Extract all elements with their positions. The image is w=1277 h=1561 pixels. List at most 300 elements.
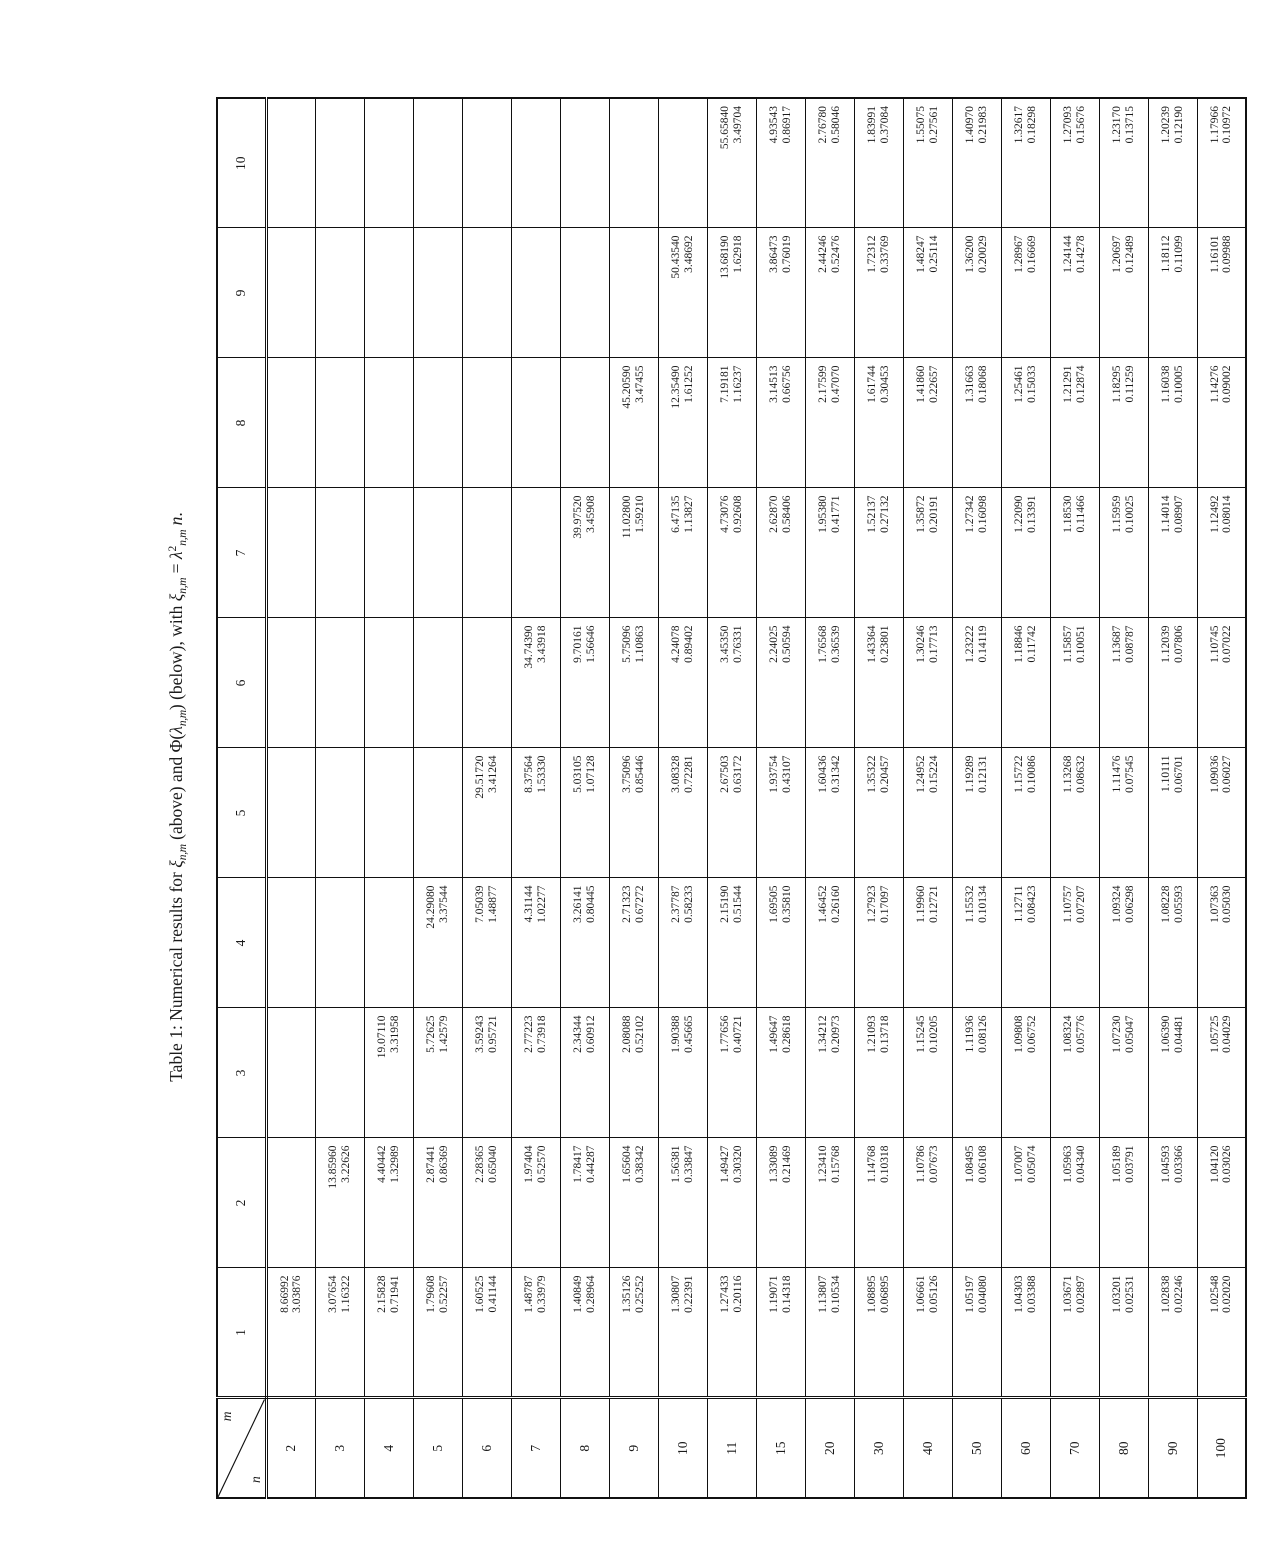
empty-cell xyxy=(315,98,364,228)
empty-cell xyxy=(266,228,315,358)
phi-value: 0.66756 xyxy=(780,365,793,403)
phi-value: 0.07806 xyxy=(1172,625,1185,663)
phi-value: 0.85446 xyxy=(633,755,646,793)
m-header-cell: 7 xyxy=(217,488,266,618)
phi-value: 0.18298 xyxy=(1025,106,1038,144)
xi-value: 1.40970 xyxy=(964,106,976,144)
xi-value: 1.27093 xyxy=(1062,106,1074,144)
phi-value: 0.67272 xyxy=(633,885,646,923)
empty-cell xyxy=(364,98,413,228)
xi-value: 2.28365 xyxy=(474,1145,486,1183)
xi-value: 1.05197 xyxy=(964,1275,976,1313)
xi-value: 1.14014 xyxy=(1160,495,1172,533)
data-cell xyxy=(511,1008,560,1138)
xi-value: 4.24078 xyxy=(670,625,682,663)
m-header-cell: 4 xyxy=(217,878,266,1008)
data-cell xyxy=(658,748,707,878)
data-cell xyxy=(903,1008,952,1138)
empty-cell xyxy=(462,358,511,488)
caption-segment: ξ xyxy=(166,593,186,602)
phi-value: 0.10025 xyxy=(1123,495,1136,533)
phi-value: 0.04340 xyxy=(1074,1145,1087,1183)
xi-value: 1.23410 xyxy=(817,1145,829,1183)
phi-value: 0.05030 xyxy=(1221,885,1234,923)
xi-value: 29.51720 xyxy=(474,755,486,799)
empty-cell xyxy=(413,228,462,358)
xi-value: 2.34344 xyxy=(572,1015,584,1053)
phi-value: 0.10318 xyxy=(878,1145,891,1183)
caption-segment: 2 xyxy=(167,545,179,552)
caption-segment: (above) and Φ( xyxy=(166,733,186,845)
xi-value: 1.60436 xyxy=(817,755,829,793)
phi-value: 0.08632 xyxy=(1074,755,1087,793)
empty-cell xyxy=(462,488,511,618)
xi-value: 1.32617 xyxy=(1013,106,1025,144)
data-cell xyxy=(707,878,756,1008)
xi-value: 1.16101 xyxy=(1208,235,1221,273)
phi-value: 0.63172 xyxy=(731,755,744,793)
corner-label-m: m xyxy=(219,1411,234,1422)
xi-value: 12.35490 xyxy=(670,365,682,409)
empty-cell xyxy=(413,358,462,488)
data-cell xyxy=(1148,748,1197,878)
empty-cell xyxy=(266,98,315,228)
data-cell xyxy=(805,1268,854,1398)
data-cell xyxy=(903,878,952,1008)
data-cell xyxy=(1197,748,1246,878)
data-cell xyxy=(1050,228,1099,358)
xi-value: 1.49427 xyxy=(719,1145,731,1183)
phi-value: 0.35810 xyxy=(780,885,793,923)
phi-value: 1.48877 xyxy=(486,885,499,923)
data-cell xyxy=(1050,878,1099,1008)
table-body xyxy=(266,98,1246,1498)
data-cell xyxy=(560,748,609,878)
xi-value: 1.48247 xyxy=(915,235,927,273)
phi-value: 0.10051 xyxy=(1074,625,1087,663)
data-cell xyxy=(511,1268,560,1398)
data-cell xyxy=(1197,228,1246,358)
data-cell xyxy=(1050,98,1099,228)
xi-value: 1.09324 xyxy=(1111,885,1123,923)
xi-value: 1.93754 xyxy=(768,755,780,793)
phi-value: 0.73918 xyxy=(535,1015,548,1053)
empty-cell xyxy=(462,98,511,228)
phi-value: 0.12190 xyxy=(1172,106,1185,144)
empty-cell xyxy=(511,98,560,228)
empty-cell xyxy=(560,98,609,228)
phi-value: 0.12131 xyxy=(976,755,989,793)
xi-value: 1.97404 xyxy=(523,1145,535,1183)
data-cell xyxy=(1001,358,1050,488)
xi-value: 1.83991 xyxy=(866,106,878,144)
phi-value: 0.52257 xyxy=(437,1275,450,1313)
phi-value: 0.52476 xyxy=(829,235,842,273)
data-cell xyxy=(462,1008,511,1138)
n-header-cell: 11 xyxy=(707,1398,756,1498)
empty-cell xyxy=(609,98,658,228)
m-header-cell: 5 xyxy=(217,748,266,878)
phi-value: 0.22657 xyxy=(927,365,940,403)
xi-value: 1.22090 xyxy=(1013,495,1025,533)
phi-value: 0.92608 xyxy=(731,495,744,533)
xi-value: 4.73076 xyxy=(719,495,731,533)
data-cell xyxy=(1197,618,1246,748)
data-cell xyxy=(854,228,903,358)
data-cell xyxy=(1001,98,1050,228)
data-cell xyxy=(1001,1268,1050,1398)
data-cell xyxy=(560,618,609,748)
xi-value: 7.05039 xyxy=(474,885,486,923)
empty-cell xyxy=(315,488,364,618)
data-cell xyxy=(1001,748,1050,878)
phi-value: 0.20973 xyxy=(829,1015,842,1053)
xi-value: 6.47135 xyxy=(670,495,682,533)
data-cell xyxy=(707,228,756,358)
empty-cell xyxy=(266,878,315,1008)
empty-cell xyxy=(560,228,609,358)
n-header-cell: 70 xyxy=(1050,1398,1099,1498)
phi-value: 0.10086 xyxy=(1025,755,1038,793)
xi-value: 1.55075 xyxy=(915,106,927,144)
empty-cell xyxy=(364,748,413,878)
caption-segment: n,m xyxy=(177,710,189,727)
xi-value: 1.52137 xyxy=(866,495,878,533)
data-cell xyxy=(364,1268,413,1398)
phi-value: 0.13718 xyxy=(878,1015,891,1053)
data-cell xyxy=(609,618,658,748)
xi-value: 45.20590 xyxy=(621,365,633,409)
n-header-cell: 6 xyxy=(462,1398,511,1498)
xi-value: 1.11936 xyxy=(964,1015,976,1053)
n-header-cell: 15 xyxy=(756,1398,805,1498)
phi-value: 0.04080 xyxy=(976,1275,989,1313)
xi-value: 3.07654 xyxy=(327,1275,339,1313)
empty-cell xyxy=(266,1138,315,1268)
data-cell xyxy=(413,1138,462,1268)
m-header-cell: 2 xyxy=(217,1138,266,1268)
data-cell xyxy=(1148,228,1197,358)
phi-value: 0.09988 xyxy=(1221,235,1234,273)
n-header-cell: 40 xyxy=(903,1398,952,1498)
data-cell xyxy=(805,878,854,1008)
xi-value: 5.75096 xyxy=(621,625,633,663)
data-cell xyxy=(1099,748,1148,878)
xi-value: 2.71323 xyxy=(621,885,633,923)
m-header-cell: 10 xyxy=(217,98,266,228)
phi-value: 3.43918 xyxy=(535,625,548,663)
phi-value: 0.06298 xyxy=(1123,885,1136,923)
table-row xyxy=(707,98,756,1498)
xi-value: 1.15245 xyxy=(915,1015,927,1053)
phi-value: 0.27132 xyxy=(878,495,891,533)
xi-value: 1.65604 xyxy=(621,1145,633,1183)
data-cell xyxy=(903,228,952,358)
phi-value: 0.12874 xyxy=(1074,365,1087,403)
xi-value: 1.04303 xyxy=(1013,1275,1025,1313)
table-row xyxy=(1148,98,1197,1498)
m-header-cell: 6 xyxy=(217,618,266,748)
data-cell xyxy=(462,748,511,878)
xi-value: 1.14276 xyxy=(1208,365,1221,403)
phi-value: 0.05074 xyxy=(1025,1145,1038,1183)
data-cell xyxy=(952,228,1001,358)
table-row xyxy=(315,98,364,1498)
xi-value: 1.61744 xyxy=(866,365,878,403)
data-cell xyxy=(952,748,1001,878)
phi-value: 0.03026 xyxy=(1221,1145,1234,1183)
phi-value: 0.13391 xyxy=(1025,495,1038,533)
xi-value: 19.07110 xyxy=(376,1015,388,1059)
phi-value: 0.14318 xyxy=(780,1275,793,1313)
table-row xyxy=(1050,98,1099,1498)
table-row xyxy=(756,98,805,1498)
phi-value: 0.15224 xyxy=(927,755,940,793)
xi-value: 1.09808 xyxy=(1013,1015,1025,1053)
xi-value: 1.19960 xyxy=(915,885,927,923)
data-cell xyxy=(756,1268,805,1398)
data-cell xyxy=(462,1138,511,1268)
data-cell xyxy=(707,618,756,748)
phi-value: 1.56646 xyxy=(584,625,597,663)
caption-segment: ) (below), with xyxy=(166,601,186,711)
phi-value: 0.76331 xyxy=(731,625,744,663)
xi-value: 1.20239 xyxy=(1160,106,1172,144)
empty-cell xyxy=(413,618,462,748)
data-cell xyxy=(511,878,560,1008)
data-cell xyxy=(1148,98,1197,228)
data-cell xyxy=(903,618,952,748)
xi-value: 24.29080 xyxy=(425,885,437,929)
data-cell xyxy=(805,98,854,228)
caption-segment: λ xyxy=(166,726,186,734)
phi-value: 0.07207 xyxy=(1074,885,1087,923)
phi-value: 1.16322 xyxy=(339,1275,352,1313)
empty-cell xyxy=(266,358,315,488)
data-cell xyxy=(707,748,756,878)
xi-value: 34.74390 xyxy=(523,625,535,669)
phi-value: 0.11259 xyxy=(1123,365,1136,403)
xi-value: 8.66992 xyxy=(278,1275,291,1313)
xi-value: 1.56381 xyxy=(670,1145,682,1183)
data-cell xyxy=(560,488,609,618)
xi-value: 1.15959 xyxy=(1111,495,1123,533)
empty-cell xyxy=(511,228,560,358)
data-cell xyxy=(658,1268,707,1398)
phi-value: 0.80445 xyxy=(584,885,597,923)
data-cell xyxy=(413,878,462,1008)
phi-value: 0.21469 xyxy=(780,1145,793,1183)
phi-value: 0.10534 xyxy=(829,1275,842,1313)
phi-value: 0.17097 xyxy=(878,885,891,923)
xi-value: 3.26141 xyxy=(572,885,584,923)
phi-value: 0.10005 xyxy=(1172,365,1185,403)
phi-value: 0.21983 xyxy=(976,106,989,144)
xi-value: 1.16038 xyxy=(1160,365,1172,403)
data-cell xyxy=(1099,98,1148,228)
xi-value: 1.04120 xyxy=(1208,1145,1221,1183)
phi-value: 0.51544 xyxy=(731,885,744,923)
xi-value: 2.67503 xyxy=(719,755,731,793)
phi-value: 0.76019 xyxy=(780,235,793,273)
n-header-cell: 100 xyxy=(1197,1398,1246,1498)
data-cell xyxy=(756,748,805,878)
data-cell xyxy=(1001,618,1050,748)
data-cell xyxy=(1099,228,1148,358)
phi-value: 0.08423 xyxy=(1025,885,1038,923)
data-cell xyxy=(756,228,805,358)
table-row xyxy=(560,98,609,1498)
data-cell xyxy=(1148,1268,1197,1398)
empty-cell xyxy=(266,618,315,748)
phi-value: 0.40721 xyxy=(731,1015,744,1053)
phi-value: 0.07673 xyxy=(927,1145,940,1183)
table-row xyxy=(1099,98,1148,1498)
phi-value: 0.72281 xyxy=(682,755,695,793)
phi-value: 0.27561 xyxy=(927,106,940,144)
xi-value: 55.65840 xyxy=(719,106,731,150)
n-header-cell: 20 xyxy=(805,1398,854,1498)
xi-value: 39.97520 xyxy=(572,495,584,539)
data-cell xyxy=(364,1008,413,1138)
caption-segment: n xyxy=(166,516,186,526)
xi-value: 5.03105 xyxy=(572,755,584,793)
phi-value: 0.52102 xyxy=(633,1015,646,1053)
phi-value: 0.52570 xyxy=(535,1145,548,1183)
data-cell xyxy=(511,618,560,748)
data-cell xyxy=(1050,748,1099,878)
phi-value: 0.28618 xyxy=(780,1015,793,1053)
xi-value: 1.10757 xyxy=(1062,885,1074,923)
phi-value: 0.04481 xyxy=(1172,1015,1185,1053)
data-cell xyxy=(560,1138,609,1268)
xi-value: 1.12711 xyxy=(1013,885,1025,923)
xi-value: 1.08895 xyxy=(866,1275,878,1313)
xi-value: 1.05725 xyxy=(1208,1015,1221,1053)
table-row xyxy=(364,98,413,1498)
xi-value: 1.06390 xyxy=(1160,1015,1172,1053)
phi-value: 0.26160 xyxy=(829,885,842,923)
phi-value: 0.30320 xyxy=(731,1145,744,1183)
xi-value: 1.43364 xyxy=(866,625,878,663)
data-cell xyxy=(1148,1008,1197,1138)
empty-cell xyxy=(315,1008,364,1138)
phi-value: 0.07545 xyxy=(1123,755,1136,793)
xi-value: 1.31663 xyxy=(964,365,976,403)
xi-value: 3.59243 xyxy=(474,1015,486,1053)
phi-value: 0.10205 xyxy=(927,1015,940,1053)
phi-value: 1.59210 xyxy=(633,495,646,533)
table-row xyxy=(413,98,462,1498)
phi-value: 0.45665 xyxy=(682,1015,695,1053)
empty-cell xyxy=(511,358,560,488)
phi-value: 0.09002 xyxy=(1221,365,1234,403)
empty-cell xyxy=(315,748,364,878)
table-row xyxy=(805,98,854,1498)
data-cell xyxy=(1050,1008,1099,1138)
phi-value: 0.33847 xyxy=(682,1145,695,1183)
phi-value: 0.65040 xyxy=(486,1145,499,1183)
xi-value: 1.10786 xyxy=(915,1145,927,1183)
data-cell xyxy=(805,748,854,878)
data-cell xyxy=(1099,1268,1148,1398)
data-cell xyxy=(1050,488,1099,618)
data-cell xyxy=(952,488,1001,618)
phi-value: 0.06895 xyxy=(878,1275,891,1313)
data-cell xyxy=(756,98,805,228)
n-header-cell: 2 xyxy=(266,1398,315,1498)
caption-segment: = xyxy=(166,559,186,578)
data-cell xyxy=(1148,878,1197,1008)
data-cell xyxy=(658,618,707,748)
xi-value: 1.08324 xyxy=(1062,1015,1074,1053)
caption-segment xyxy=(166,525,186,529)
phi-value: 0.12721 xyxy=(927,885,940,923)
data-cell xyxy=(609,1008,658,1138)
data-cell xyxy=(805,228,854,358)
xi-value: 1.40849 xyxy=(572,1275,584,1313)
data-cell xyxy=(609,358,658,488)
data-cell xyxy=(1099,878,1148,1008)
xi-value: 9.70161 xyxy=(572,625,584,663)
xi-value: 1.35322 xyxy=(866,755,878,793)
caption-segment: Table 1: Numerical results for xyxy=(166,867,186,1082)
data-cell xyxy=(413,1008,462,1138)
xi-value: 1.24144 xyxy=(1062,235,1074,273)
data-cell xyxy=(1099,488,1148,618)
phi-value: 0.02897 xyxy=(1074,1275,1087,1313)
phi-value: 1.07128 xyxy=(584,755,597,793)
xi-value: 1.33089 xyxy=(768,1145,780,1183)
phi-value: 0.11466 xyxy=(1074,495,1087,533)
xi-value: 3.45350 xyxy=(719,625,731,663)
xi-value: 1.21093 xyxy=(866,1015,878,1053)
table-caption xyxy=(160,95,216,1499)
phi-value: 0.12489 xyxy=(1123,235,1136,273)
data-cell xyxy=(854,488,903,618)
xi-value: 1.15857 xyxy=(1062,625,1074,663)
data-cell xyxy=(756,878,805,1008)
data-cell xyxy=(1001,228,1050,358)
phi-value: 1.13827 xyxy=(682,495,695,533)
xi-value: 2.24025 xyxy=(768,625,780,663)
empty-cell xyxy=(315,878,364,1008)
empty-cell xyxy=(315,618,364,748)
xi-value: 2.17599 xyxy=(817,365,829,403)
xi-value: 1.10745 xyxy=(1208,625,1221,663)
data-cell xyxy=(511,748,560,878)
xi-value: 1.27342 xyxy=(964,495,976,533)
phi-value: 0.05593 xyxy=(1172,885,1185,923)
xi-value: 1.13687 xyxy=(1111,625,1123,663)
xi-value: 1.77656 xyxy=(719,1015,731,1053)
phi-value: 0.28964 xyxy=(584,1275,597,1313)
xi-value: 1.46452 xyxy=(817,885,829,923)
n-header-cell: 9 xyxy=(609,1398,658,1498)
data-cell xyxy=(805,618,854,748)
data-cell xyxy=(1050,618,1099,748)
xi-value: 1.21291 xyxy=(1062,365,1074,403)
table-row xyxy=(609,98,658,1498)
phi-value: 0.11742 xyxy=(1025,625,1038,663)
xi-value: 3.75096 xyxy=(621,755,633,793)
data-cell xyxy=(1197,1268,1246,1398)
phi-value: 0.23801 xyxy=(878,625,891,663)
xi-value: 1.18112 xyxy=(1160,235,1172,273)
xi-value: 1.24952 xyxy=(915,755,927,793)
data-cell xyxy=(609,1138,658,1268)
table-row xyxy=(903,98,952,1498)
